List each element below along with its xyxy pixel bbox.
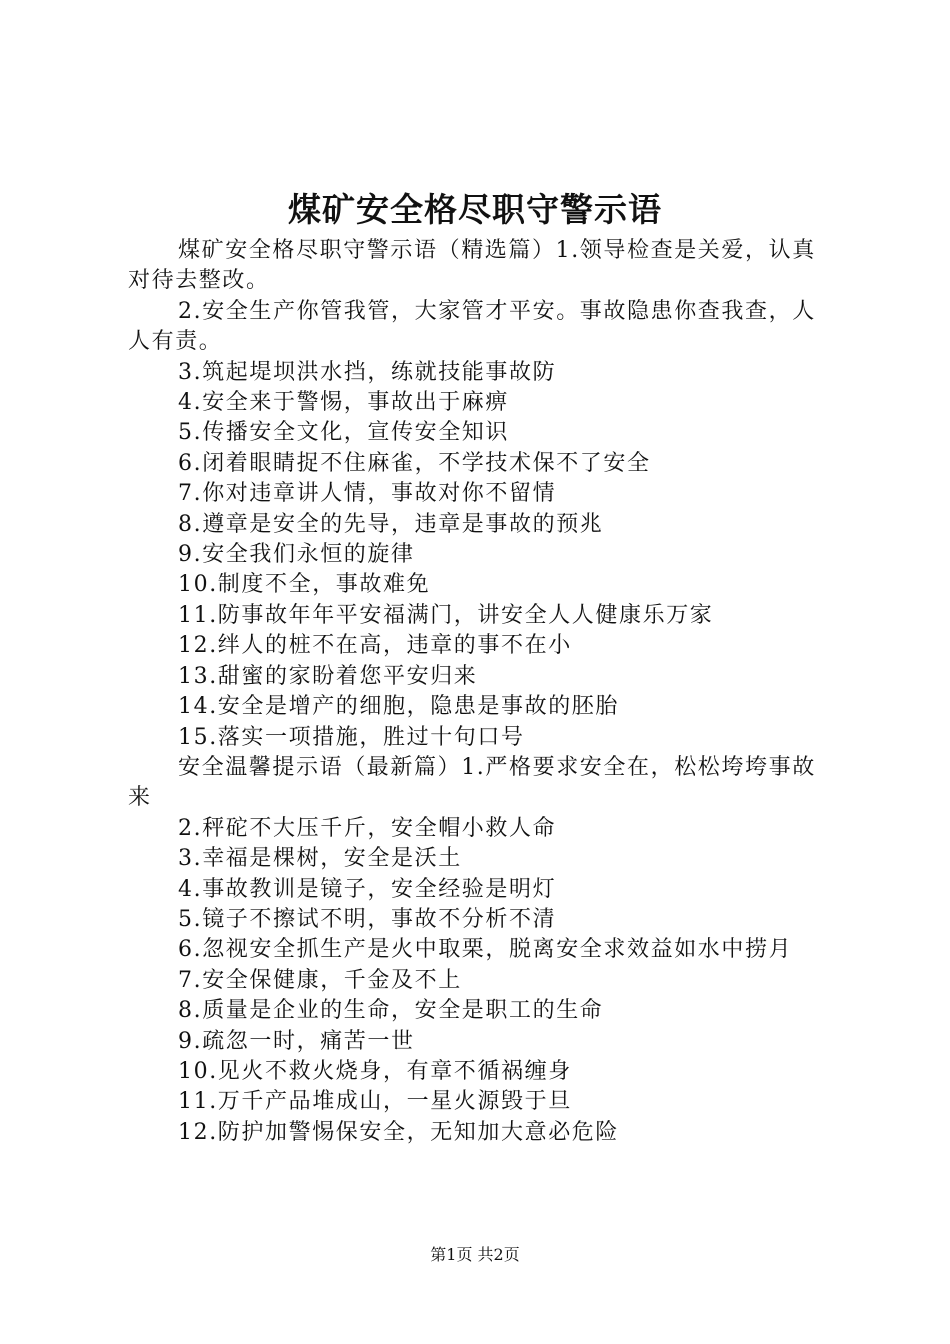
- paragraph-21: 6.忽视安全抓生产是火中取栗，脱离安全求效益如水中捞月: [178, 937, 793, 963]
- paragraph-12: 12.绊人的桩不在高，违章的事不在小: [178, 633, 572, 659]
- paragraph-13: 13.甜蜜的家盼着您平安归来: [178, 663, 478, 689]
- paragraph-2: 2.安全生产你管我管，大家管才平安。事故隐患你查我查，人人有责。: [128, 298, 816, 355]
- paragraph-23: 8.质量是企业的生命，安全是职工的生命: [178, 998, 604, 1024]
- page-number-footer: 第1页 共2页: [430, 1245, 520, 1264]
- paragraph-7: 7.你对违章讲人情，事故对你不留情: [178, 481, 557, 507]
- paragraph-14: 14.安全是增产的细胞，隐患是事故的胚胎: [178, 694, 619, 720]
- paragraph-19: 4.事故教训是镜子，安全经验是明灯: [178, 876, 557, 902]
- paragraph-3: 3.筑起堤坝洪水挡，练就技能事故防: [178, 359, 557, 385]
- paragraph-6: 6.闭着眼睛捉不住麻雀，不学技术保不了安全: [178, 450, 651, 476]
- paragraph-11: 11.防事故年年平安福满门，讲安全人人健康乐万家: [178, 602, 714, 628]
- paragraph-10: 10.制度不全，事故难免: [178, 572, 431, 598]
- paragraph-8: 8.遵章是安全的先导，违章是事故的预兆: [178, 511, 604, 537]
- document-title: 煤矿安全格尽职守警示语: [288, 190, 662, 229]
- paragraph-17: 2.秤砣不大压千斤，安全帽小救人命: [178, 815, 557, 841]
- paragraph-4: 4.安全来于警惕，事故出于麻痹: [178, 390, 509, 416]
- paragraph-20: 5.镜子不擦试不明，事故不分析不清: [178, 906, 557, 932]
- paragraph-5: 5.传播安全文化，宣传安全知识: [178, 420, 509, 446]
- paragraph-26: 11.万千产品堆成山，一星火源毁于旦: [178, 1089, 572, 1115]
- paragraph-18: 3.幸福是棵树，安全是沃土: [178, 846, 462, 872]
- paragraph-25: 10.见火不救火烧身，有章不循祸缠身: [178, 1058, 572, 1084]
- paragraph-1: 煤矿安全格尽职守警示语（精选篇）1.领导检查是关爱，认真对待去整改。: [128, 238, 816, 294]
- paragraph-24: 9.疏忽一时，痛苦一世: [178, 1028, 415, 1054]
- paragraph-15: 15.落实一项措施，胜过十句口号: [178, 724, 525, 750]
- paragraph-22: 7.安全保健康，千金及不上: [178, 967, 462, 993]
- document-body: [128, 236, 832, 1148]
- paragraph-27: 12.防护加警惕保安全，无知加大意必危险: [178, 1119, 619, 1145]
- paragraph-9: 9.安全我们永恒的旋律: [178, 542, 415, 568]
- paragraph-16: 安全温馨提示语（最新篇）1.严格要求安全在，松松垮垮事故来: [128, 754, 816, 811]
